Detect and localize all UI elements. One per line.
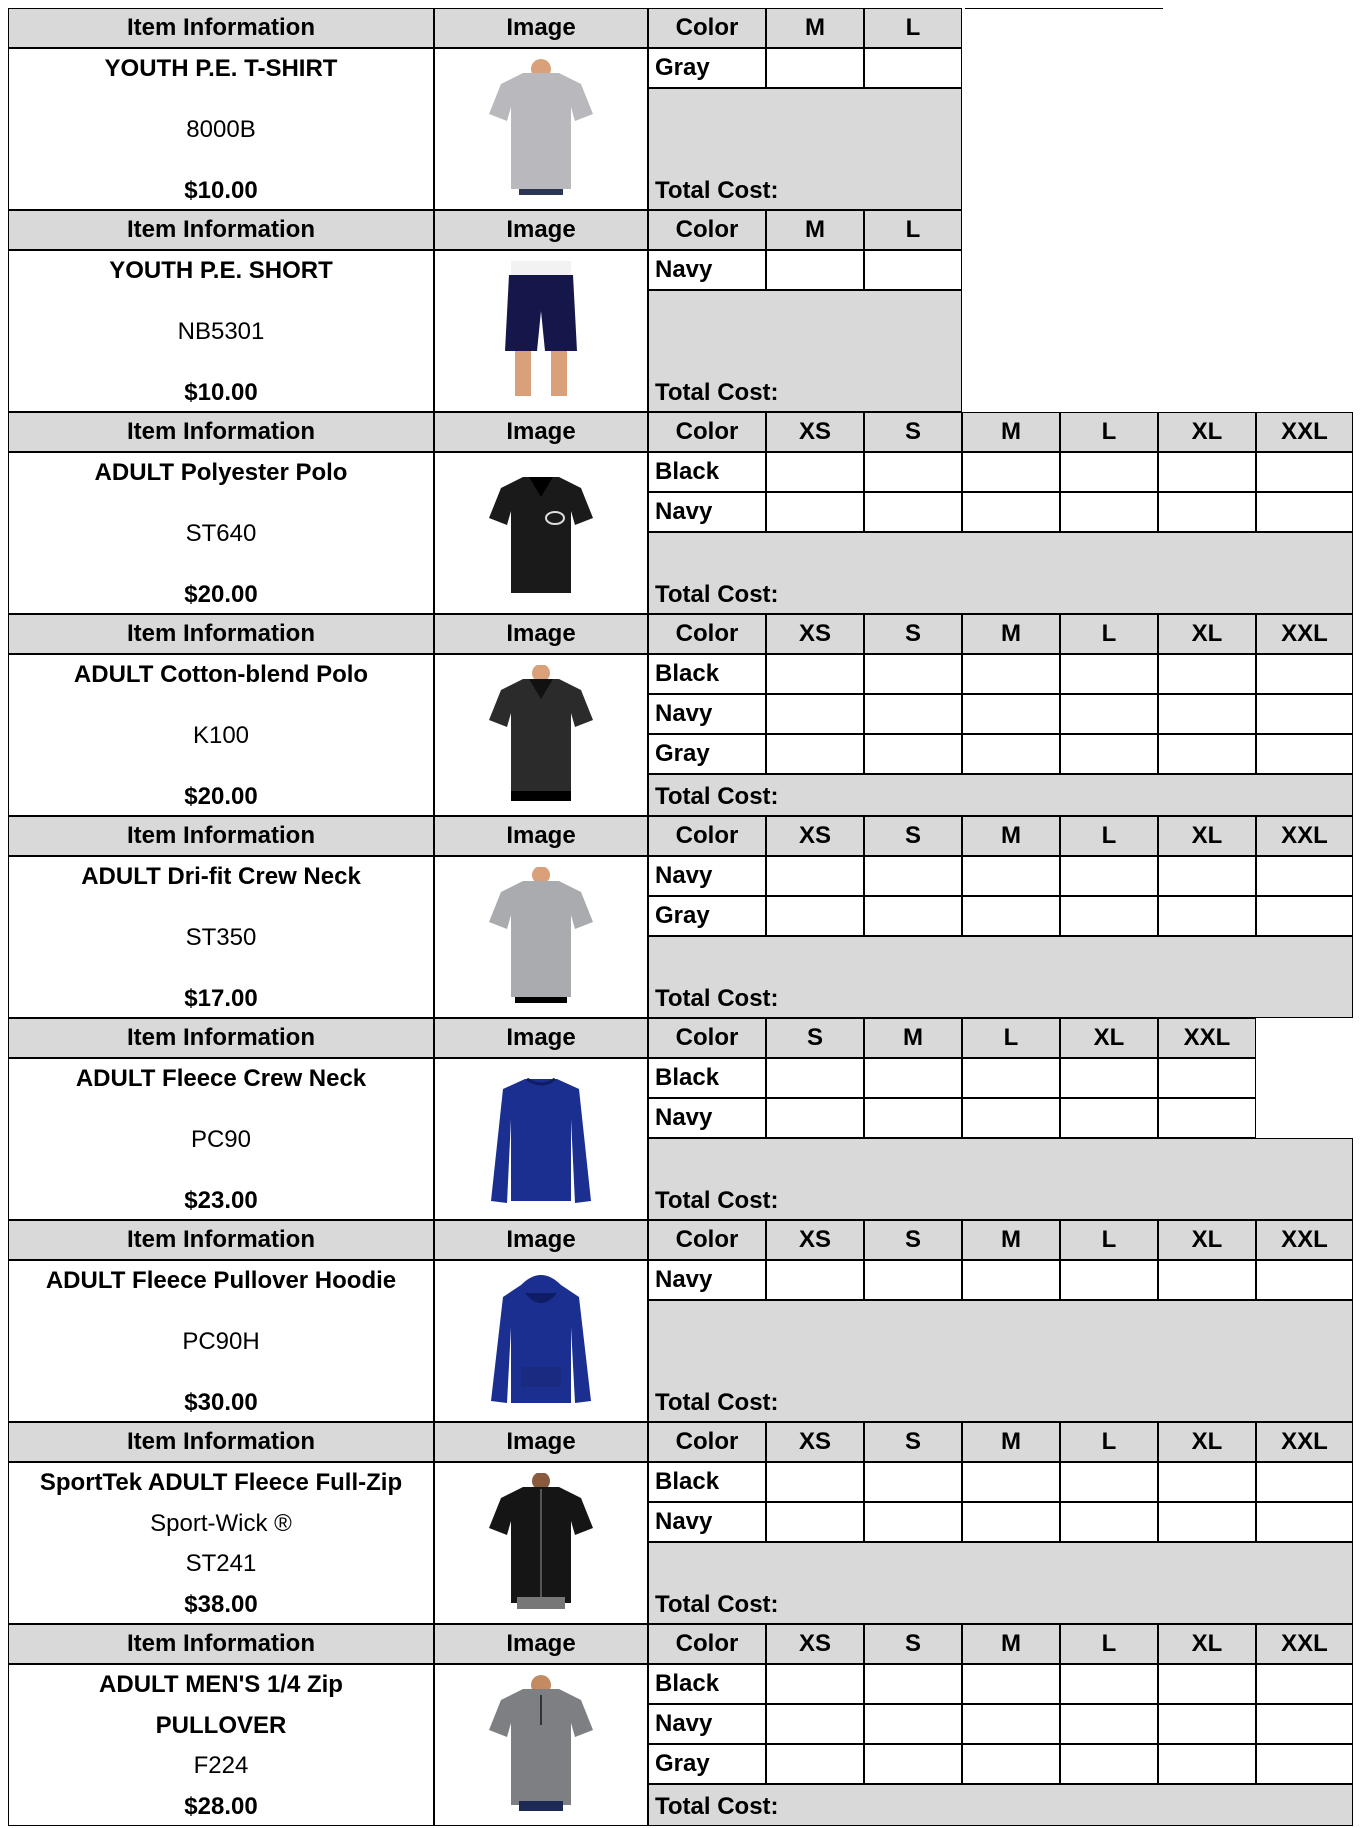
item-info-cell [8, 48, 434, 210]
size-header: M [962, 412, 1060, 452]
quantity-input-cell[interactable] [1158, 492, 1256, 532]
quantity-input-cell[interactable] [962, 1462, 1060, 1502]
quantity-input-cell[interactable] [864, 1704, 962, 1744]
quantity-input-cell[interactable] [962, 492, 1060, 532]
quantity-input-cell[interactable] [962, 1098, 1060, 1138]
product-sku: F224 [193, 1752, 249, 1780]
color-label: Navy [648, 1260, 766, 1300]
quantity-input-cell[interactable] [1256, 1744, 1353, 1784]
item-information-header: Item Information [8, 1422, 434, 1462]
quantity-input-cell[interactable] [766, 250, 864, 290]
product-sku: ST241 [185, 1550, 257, 1578]
color-label: Navy [648, 856, 766, 896]
size-header: L [1060, 1624, 1158, 1664]
quantity-input-cell[interactable] [864, 1098, 962, 1138]
item-info-cell [8, 1462, 434, 1624]
product-sku: NB5301 [177, 318, 265, 345]
quantity-input-cell[interactable] [1060, 734, 1158, 774]
color-label: Gray [648, 48, 766, 88]
quantity-input-cell[interactable] [1060, 1058, 1158, 1098]
item-info-cell [8, 250, 434, 412]
size-header: XL [1158, 1220, 1256, 1260]
quantity-input-cell[interactable] [1256, 1502, 1353, 1542]
image-header: Image [434, 816, 648, 856]
product-image [434, 654, 648, 816]
product-name: SportTek ADULT Fleece Full-Zip [39, 1469, 403, 1496]
quantity-input-cell[interactable] [962, 654, 1060, 694]
quantity-input-cell[interactable] [1060, 1704, 1158, 1744]
color-label: Navy [648, 250, 766, 290]
size-header: XL [1158, 614, 1256, 654]
size-header: XXL [1256, 1220, 1353, 1260]
quantity-input-cell[interactable] [1060, 452, 1158, 492]
quantity-input-cell[interactable] [864, 492, 962, 532]
total-cost-cell: Total Cost: [648, 1784, 1353, 1826]
item-information-header: Item Information [8, 1220, 434, 1260]
product-sku: ST640 [185, 520, 257, 547]
quantity-input-cell[interactable] [1060, 1664, 1158, 1704]
size-header: L [1060, 1220, 1158, 1260]
size-header: L [1060, 412, 1158, 452]
quantity-input-cell[interactable] [864, 734, 962, 774]
quantity-input-cell[interactable] [962, 1744, 1060, 1784]
image-header: Image [434, 1220, 648, 1260]
image-header: Image [434, 1422, 648, 1462]
color-label: Gray [648, 734, 766, 774]
quantity-input-cell[interactable] [1158, 694, 1256, 734]
product-image [434, 856, 648, 1018]
size-header: M [962, 1624, 1060, 1664]
size-header: S [864, 1220, 962, 1260]
product-price: $10.00 [184, 177, 258, 204]
image-header: Image [434, 8, 648, 48]
quantity-input-cell[interactable] [1256, 492, 1353, 532]
quantity-input-cell[interactable] [864, 1664, 962, 1704]
size-header: L [1060, 614, 1158, 654]
quantity-input-cell[interactable] [1158, 1260, 1256, 1300]
product-image [434, 1058, 648, 1220]
color-label: Navy [648, 1098, 766, 1138]
quantity-input-cell[interactable] [962, 1502, 1060, 1542]
size-header: S [864, 816, 962, 856]
quantity-input-cell[interactable] [1060, 1098, 1158, 1138]
quantity-input-cell[interactable] [1060, 694, 1158, 734]
size-header: XS [766, 1624, 864, 1664]
quantity-input-cell[interactable] [962, 694, 1060, 734]
product-image [434, 250, 648, 412]
size-header: M [962, 816, 1060, 856]
quantity-input-cell[interactable] [1060, 1744, 1158, 1784]
size-header: S [864, 614, 962, 654]
quantity-input-cell[interactable] [1256, 734, 1353, 774]
quantity-input-cell[interactable] [864, 654, 962, 694]
top-border-line [965, 8, 1163, 9]
size-header: S [864, 412, 962, 452]
size-header: XS [766, 1422, 864, 1462]
product-price: $30.00 [184, 1389, 258, 1416]
product-name: ADULT Fleece Crew Neck [75, 1065, 367, 1092]
youth-gray-tshirt-icon [481, 59, 601, 199]
quantity-input-cell[interactable] [766, 654, 864, 694]
item-info-cell [8, 654, 434, 816]
black-polo-icon [481, 463, 601, 603]
color-label: Black [648, 654, 766, 694]
color-header: Color [648, 1018, 766, 1058]
quantity-input-cell[interactable] [1158, 856, 1256, 896]
size-header: XXL [1256, 412, 1353, 452]
quantity-input-cell[interactable] [766, 896, 864, 936]
item-info-cell [8, 856, 434, 1018]
quantity-input-cell[interactable] [766, 1260, 864, 1300]
quantity-input-cell[interactable] [1158, 1462, 1256, 1502]
quantity-input-cell[interactable] [766, 48, 864, 88]
size-header: L [962, 1018, 1060, 1058]
product-image [434, 452, 648, 614]
size-header: M [766, 8, 864, 48]
quantity-input-cell[interactable] [1256, 856, 1353, 896]
product-price: $10.00 [184, 379, 258, 406]
size-header: L [864, 210, 962, 250]
quantity-input-cell[interactable] [962, 896, 1060, 936]
color-label: Black [648, 452, 766, 492]
quantity-input-cell[interactable] [1158, 654, 1256, 694]
quantity-input-cell[interactable] [766, 452, 864, 492]
black-full-zip-icon [481, 1473, 601, 1613]
quantity-input-cell[interactable] [962, 1058, 1060, 1098]
total-cost-cell: Total Cost: [648, 290, 962, 412]
image-header: Image [434, 1018, 648, 1058]
product-name: ADULT Cotton-blend Polo [73, 661, 369, 688]
size-header: M [766, 210, 864, 250]
quantity-input-cell[interactable] [1060, 654, 1158, 694]
quantity-input-cell[interactable] [962, 1704, 1060, 1744]
color-label: Gray [648, 1744, 766, 1784]
quantity-input-cell[interactable] [864, 1502, 962, 1542]
product-sku: PC90H [182, 1328, 260, 1355]
total-cost-cell: Total Cost: [648, 532, 1353, 614]
image-header: Image [434, 412, 648, 452]
quantity-input-cell[interactable] [766, 856, 864, 896]
quantity-input-cell[interactable] [864, 452, 962, 492]
product-name: ADULT Fleece Pullover Hoodie [45, 1267, 397, 1294]
quantity-input-cell[interactable] [1060, 856, 1158, 896]
quantity-input-cell[interactable] [1158, 734, 1256, 774]
quantity-input-cell[interactable] [1158, 1502, 1256, 1542]
quantity-input-cell[interactable] [1060, 1462, 1158, 1502]
color-label: Black [648, 1664, 766, 1704]
quantity-input-cell[interactable] [864, 1260, 962, 1300]
quantity-input-cell[interactable] [864, 1462, 962, 1502]
product-price: $38.00 [184, 1590, 258, 1618]
size-header: XL [1158, 1624, 1256, 1664]
size-header: XS [766, 614, 864, 654]
product-name-line2: PULLOVER [155, 1711, 287, 1739]
size-header: M [962, 1422, 1060, 1462]
quantity-input-cell[interactable] [962, 856, 1060, 896]
color-label: Navy [648, 492, 766, 532]
quantity-input-cell[interactable] [766, 1058, 864, 1098]
quantity-input-cell[interactable] [864, 1058, 962, 1098]
item-information-header: Item Information [8, 210, 434, 250]
product-price: $20.00 [184, 581, 258, 608]
total-cost-cell: Total Cost: [648, 936, 1353, 1018]
size-header: XXL [1256, 1422, 1353, 1462]
product-image [434, 1260, 648, 1422]
product-name: ADULT Dri-fit Crew Neck [81, 863, 361, 890]
navy-crew-sweatshirt-icon [481, 1069, 601, 1209]
quantity-input-cell[interactable] [864, 250, 962, 290]
quantity-input-cell[interactable] [766, 1098, 864, 1138]
color-label: Navy [648, 1704, 766, 1744]
item-information-header: Item Information [8, 8, 434, 48]
color-header: Color [648, 8, 766, 48]
total-cost-cell: Total Cost: [648, 1542, 1353, 1624]
color-label: Navy [648, 1502, 766, 1542]
color-label: Navy [648, 694, 766, 734]
navy-hoodie-icon [481, 1271, 601, 1411]
image-header: Image [434, 1624, 648, 1664]
quantity-input-cell[interactable] [1256, 1260, 1353, 1300]
quantity-input-cell[interactable] [1158, 1098, 1256, 1138]
color-header: Color [648, 1422, 766, 1462]
total-cost-cell: Total Cost: [648, 88, 962, 210]
gray-quarter-zip-icon [481, 1675, 601, 1815]
product-name: YOUTH P.E. SHORT [109, 257, 333, 284]
product-price: $17.00 [184, 985, 258, 1012]
size-header: XS [766, 816, 864, 856]
size-header: M [962, 614, 1060, 654]
size-header: M [864, 1018, 962, 1058]
quantity-input-cell[interactable] [864, 896, 962, 936]
quantity-input-cell[interactable] [1158, 1664, 1256, 1704]
color-header: Color [648, 816, 766, 856]
product-image [434, 1664, 648, 1826]
quantity-input-cell[interactable] [1060, 1502, 1158, 1542]
quantity-input-cell[interactable] [1256, 1664, 1353, 1704]
quantity-input-cell[interactable] [766, 1744, 864, 1784]
quantity-input-cell[interactable] [962, 1260, 1060, 1300]
size-header: XXL [1256, 614, 1353, 654]
size-header: XXL [1256, 1624, 1353, 1664]
image-header: Image [434, 614, 648, 654]
youth-navy-shorts-icon [481, 261, 601, 401]
color-header: Color [648, 412, 766, 452]
size-header: XXL [1256, 816, 1353, 856]
product-name: ADULT Polyester Polo [94, 459, 348, 486]
product-price: $20.00 [184, 783, 258, 810]
quantity-input-cell[interactable] [1060, 1260, 1158, 1300]
quantity-input-cell[interactable] [1256, 654, 1353, 694]
color-header: Color [648, 614, 766, 654]
quantity-input-cell[interactable] [1158, 896, 1256, 936]
product-sku: PC90 [190, 1126, 252, 1153]
quantity-input-cell[interactable] [864, 48, 962, 88]
product-name: ADULT MEN'S 1/4 Zip [99, 1671, 343, 1698]
color-header: Color [648, 210, 766, 250]
quantity-input-cell[interactable] [1060, 896, 1158, 936]
product-sku: K100 [192, 722, 250, 749]
cotton-polo-icon [481, 665, 601, 805]
item-information-header: Item Information [8, 1624, 434, 1664]
quantity-input-cell[interactable] [962, 452, 1060, 492]
item-information-header: Item Information [8, 614, 434, 654]
quantity-input-cell[interactable] [766, 734, 864, 774]
size-header: L [1060, 1422, 1158, 1462]
item-info-cell [8, 1058, 434, 1220]
item-info-cell [8, 1260, 434, 1422]
product-image [434, 48, 648, 210]
quantity-input-cell[interactable] [864, 694, 962, 734]
size-header: XS [766, 1220, 864, 1260]
size-header: XL [1158, 1422, 1256, 1462]
quantity-input-cell[interactable] [766, 1704, 864, 1744]
color-label: Black [648, 1462, 766, 1502]
quantity-input-cell[interactable] [766, 1664, 864, 1704]
item-information-header: Item Information [8, 412, 434, 452]
size-header: XL [1158, 412, 1256, 452]
quantity-input-cell[interactable] [864, 1744, 962, 1784]
product-image [434, 1462, 648, 1624]
total-cost-cell: Total Cost: [648, 774, 1353, 816]
quantity-input-cell[interactable] [1256, 694, 1353, 734]
product-subtitle: Sport-Wick ® [150, 1509, 292, 1537]
gray-crew-tee-icon [481, 867, 601, 1007]
product-price: $28.00 [184, 1792, 258, 1820]
quantity-input-cell[interactable] [1158, 1744, 1256, 1784]
quantity-input-cell[interactable] [1256, 896, 1353, 936]
quantity-input-cell[interactable] [766, 1462, 864, 1502]
size-header: S [766, 1018, 864, 1058]
item-info-cell [8, 1664, 434, 1826]
product-sku: 8000B [186, 116, 256, 143]
quantity-input-cell[interactable] [1256, 1704, 1353, 1744]
quantity-input-cell[interactable] [962, 1664, 1060, 1704]
size-header: L [1060, 816, 1158, 856]
size-header: XS [766, 412, 864, 452]
quantity-input-cell[interactable] [1158, 1058, 1256, 1098]
item-information-header: Item Information [8, 816, 434, 856]
quantity-input-cell[interactable] [1060, 492, 1158, 532]
quantity-input-cell[interactable] [766, 694, 864, 734]
product-sku: ST350 [185, 924, 257, 951]
quantity-input-cell[interactable] [864, 856, 962, 896]
total-cost-cell: Total Cost: [648, 1300, 1353, 1422]
color-header: Color [648, 1624, 766, 1664]
quantity-input-cell[interactable] [1256, 452, 1353, 492]
color-label: Gray [648, 896, 766, 936]
total-cost-cell: Total Cost: [648, 1138, 1353, 1220]
size-header: XL [1060, 1018, 1158, 1058]
item-information-header: Item Information [8, 1018, 434, 1058]
color-header: Color [648, 1220, 766, 1260]
product-name: YOUTH P.E. T-SHIRT [104, 55, 338, 82]
size-header: L [864, 8, 962, 48]
product-price: $23.00 [184, 1187, 258, 1214]
quantity-input-cell[interactable] [1256, 1462, 1353, 1502]
quantity-input-cell[interactable] [1158, 1704, 1256, 1744]
size-header: XXL [1158, 1018, 1256, 1058]
quantity-input-cell[interactable] [1158, 452, 1256, 492]
quantity-input-cell[interactable] [962, 734, 1060, 774]
size-header: M [962, 1220, 1060, 1260]
size-header: S [864, 1624, 962, 1664]
item-info-cell [8, 452, 434, 614]
color-label: Black [648, 1058, 766, 1098]
quantity-input-cell[interactable] [766, 492, 864, 532]
image-header: Image [434, 210, 648, 250]
quantity-input-cell[interactable] [766, 1502, 864, 1542]
size-header: S [864, 1422, 962, 1462]
size-header: XL [1158, 816, 1256, 856]
